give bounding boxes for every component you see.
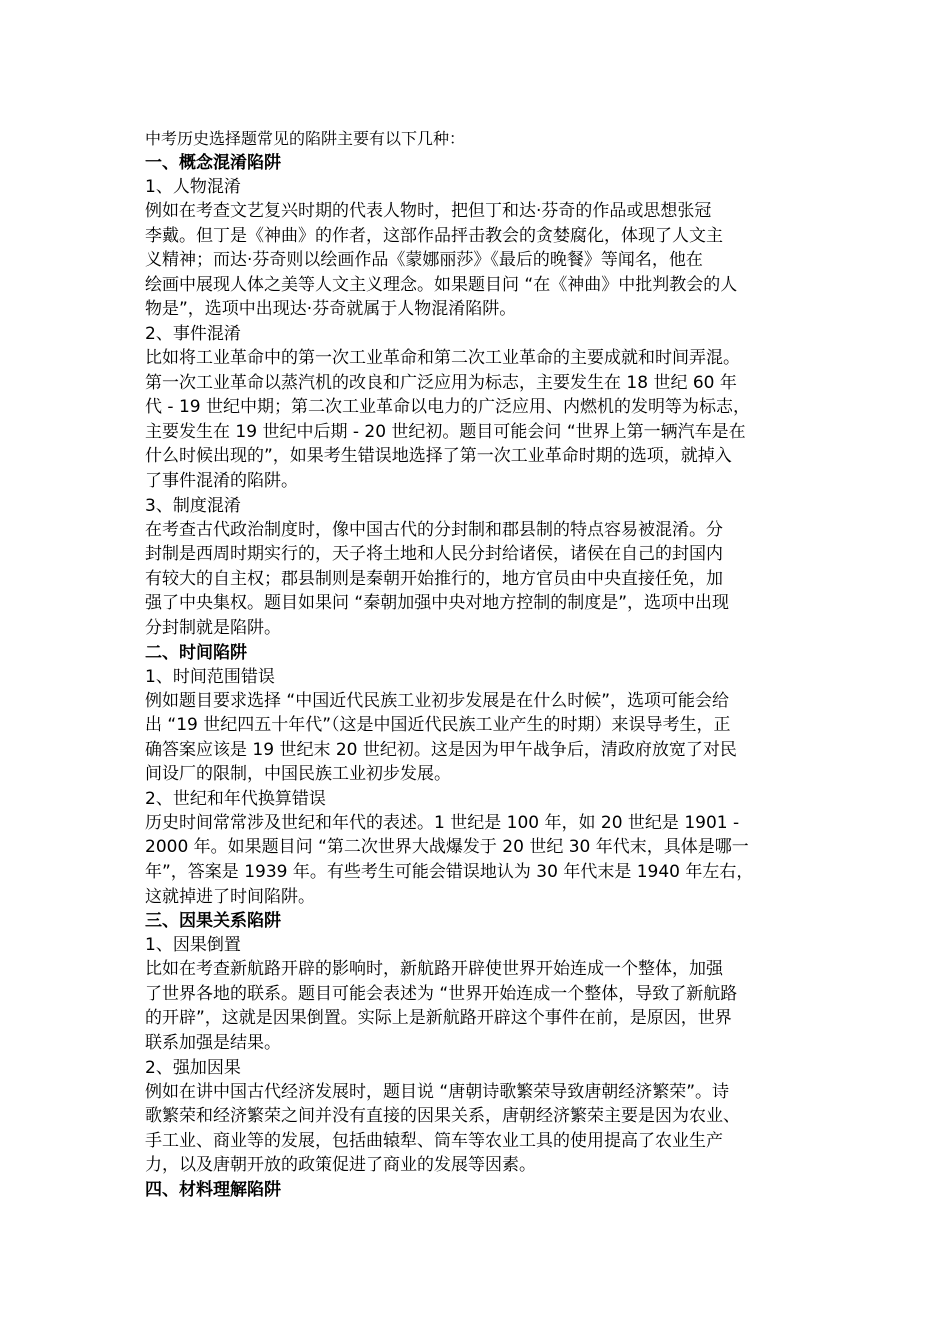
text-line: 力，以及唐朝开放的政策促进了商业的发展等因素。 [145, 1155, 536, 1176]
text-line: 出 “19 世纪四五十年代”（这是中国近代民族工业产生的时期）来误导考生，正 [145, 715, 731, 736]
text-line: 手工业、商业等的发展，包括曲辕犁、筒车等农业工具的使用提高了农业生产 [145, 1130, 723, 1151]
text-line: 例如在考查文艺复兴时期的代表人物时，把但丁和达·芬奇的作品或思想张冠 [145, 201, 712, 221]
text-line: 分封制就是陷阱。 [145, 617, 281, 638]
text-line: 的开辟”，这就是因果倒置。实际上是新航路开辟这个事件在前，是原因，世界 [145, 1008, 732, 1029]
text-line: 物是”，选项中出现达·芬奇就属于人物混淆陷阱。 [145, 299, 517, 320]
text-line: 第一次工业革命以蒸汽机的改良和广泛应用为标志，主要发生在 18 世纪 60 年 [145, 372, 737, 393]
intro-text: 中考历史选择题常见的陷阱主要有以下几种： [145, 129, 466, 148]
paragraph [145, 346, 820, 494]
subsection-title: 3、制度混淆 [145, 495, 241, 516]
paragraph [145, 518, 820, 641]
text-line: 了世界各地的联系。题目可能会表述为 “世界开始连成一个整体，导致了新航路 [145, 983, 738, 1004]
text-line: 联系加强是结果。 [145, 1033, 281, 1054]
text-line: 李戴。但丁是《神曲》的作者，这部作品抨击教会的贪婪腐化，体现了人文主 [145, 225, 723, 246]
paragraph [145, 957, 820, 1055]
section-heading: 二、时间陷阱 [145, 642, 247, 663]
text-line: 历史时间常常涉及世纪和年代的表述。1 世纪是 100 年，如 20 世纪是 1901 - [145, 812, 740, 833]
text-line: 了事件混淆的陷阱。 [145, 470, 298, 491]
subsection-title: 2、世纪和年代换算错误 [145, 788, 326, 809]
paragraph [145, 1080, 820, 1178]
text-line: 绘画中展现人体之美等人文主义理念。如果题目问 “在《神曲》中批判教会的人 [145, 274, 738, 295]
paragraph [145, 199, 820, 322]
text-line: 2000 年。如果题目问 “第二次世界大战爆发于 20 世纪 30 年代末，具体是哪一 [145, 837, 749, 858]
subsection-title: 2、事件混淆 [145, 323, 241, 344]
text-line: 确答案应该是 19 世纪末 20 世纪初。这是因为甲午战争后，清政府放宽了对民 [145, 739, 737, 760]
paragraph [145, 811, 820, 909]
text-line: 这就掉进了时间陷阱。 [145, 886, 315, 907]
text-line: 比如将工业革命中的第一次工业革命和第二次工业革命的主要成就和时间弄混。 [145, 347, 740, 368]
text-line: 例如题目要求选择 “中国近代民族工业初步发展是在什么时候”，选项可能会给 [145, 690, 730, 711]
section-heading: 三、因果关系陷阱 [145, 911, 281, 932]
text-line: 间设厂的限制，中国民族工业初步发展。 [145, 764, 451, 785]
section-heading: 四、材料理解陷阱 [145, 1180, 281, 1200]
subsection-title: 1、人物混淆 [145, 177, 241, 197]
text-line: 有较大的自主权；郡县制则是秦朝开始推行的，地方官员由中央直接任免，加 [145, 568, 723, 589]
paragraph [145, 689, 820, 787]
subsection-title: 2、强加因果 [145, 1057, 241, 1078]
text-line: 比如在考查新航路开辟的影响时，新航路开辟使世界开始连成一个整体，加强 [145, 959, 723, 980]
text-line: 强了中央集权。题目如果问 “秦朝加强中央对地方控制的制度是”，选项中出现 [145, 593, 730, 614]
text-line: 代 - 19 世纪中期；第二次工业革命以电力的广泛应用、内燃机的发明等为标志， [145, 397, 750, 418]
text-line: 封制是西周时期实行的，天子将土地和人民分封给诸侯，诸侯在自己的封国内 [145, 544, 723, 565]
text-line: 主要发生在 19 世纪中后期 - 20 世纪初。题目可能会问 “世界上第一辆汽车是在 [145, 421, 746, 442]
document-page [145, 127, 820, 1202]
text-line: 年”，答案是 1939 年。有些考生可能会错误地认为 30 年代末是 1940 年左右， [145, 862, 754, 883]
subsection-title: 1、时间范围错误 [145, 666, 275, 687]
subsection-title: 1、因果倒置 [145, 935, 241, 956]
text-line: 歌繁荣和经济繁荣之间并没有直接的因果关系，唐朝经济繁荣主要是因为农业、 [145, 1106, 740, 1127]
text-line: 例如在讲中国古代经济发展时，题目说 “唐朝诗歌繁荣导致唐朝经济繁荣”。诗 [145, 1081, 730, 1102]
section-heading: 一、概念混淆陷阱 [145, 153, 281, 173]
text-line: 什么时候出现的”，如果考生错误地选择了第一次工业革命时期的选项，就掉入 [145, 446, 732, 467]
text-line: 在考查古代政治制度时，像中国古代的分封制和郡县制的特点容易被混淆。分 [145, 519, 723, 540]
text-line: 义精神；而达·芬奇则以绘画作品《蒙娜丽莎》《最后的晚餐》等闻名，他在 [145, 250, 703, 271]
